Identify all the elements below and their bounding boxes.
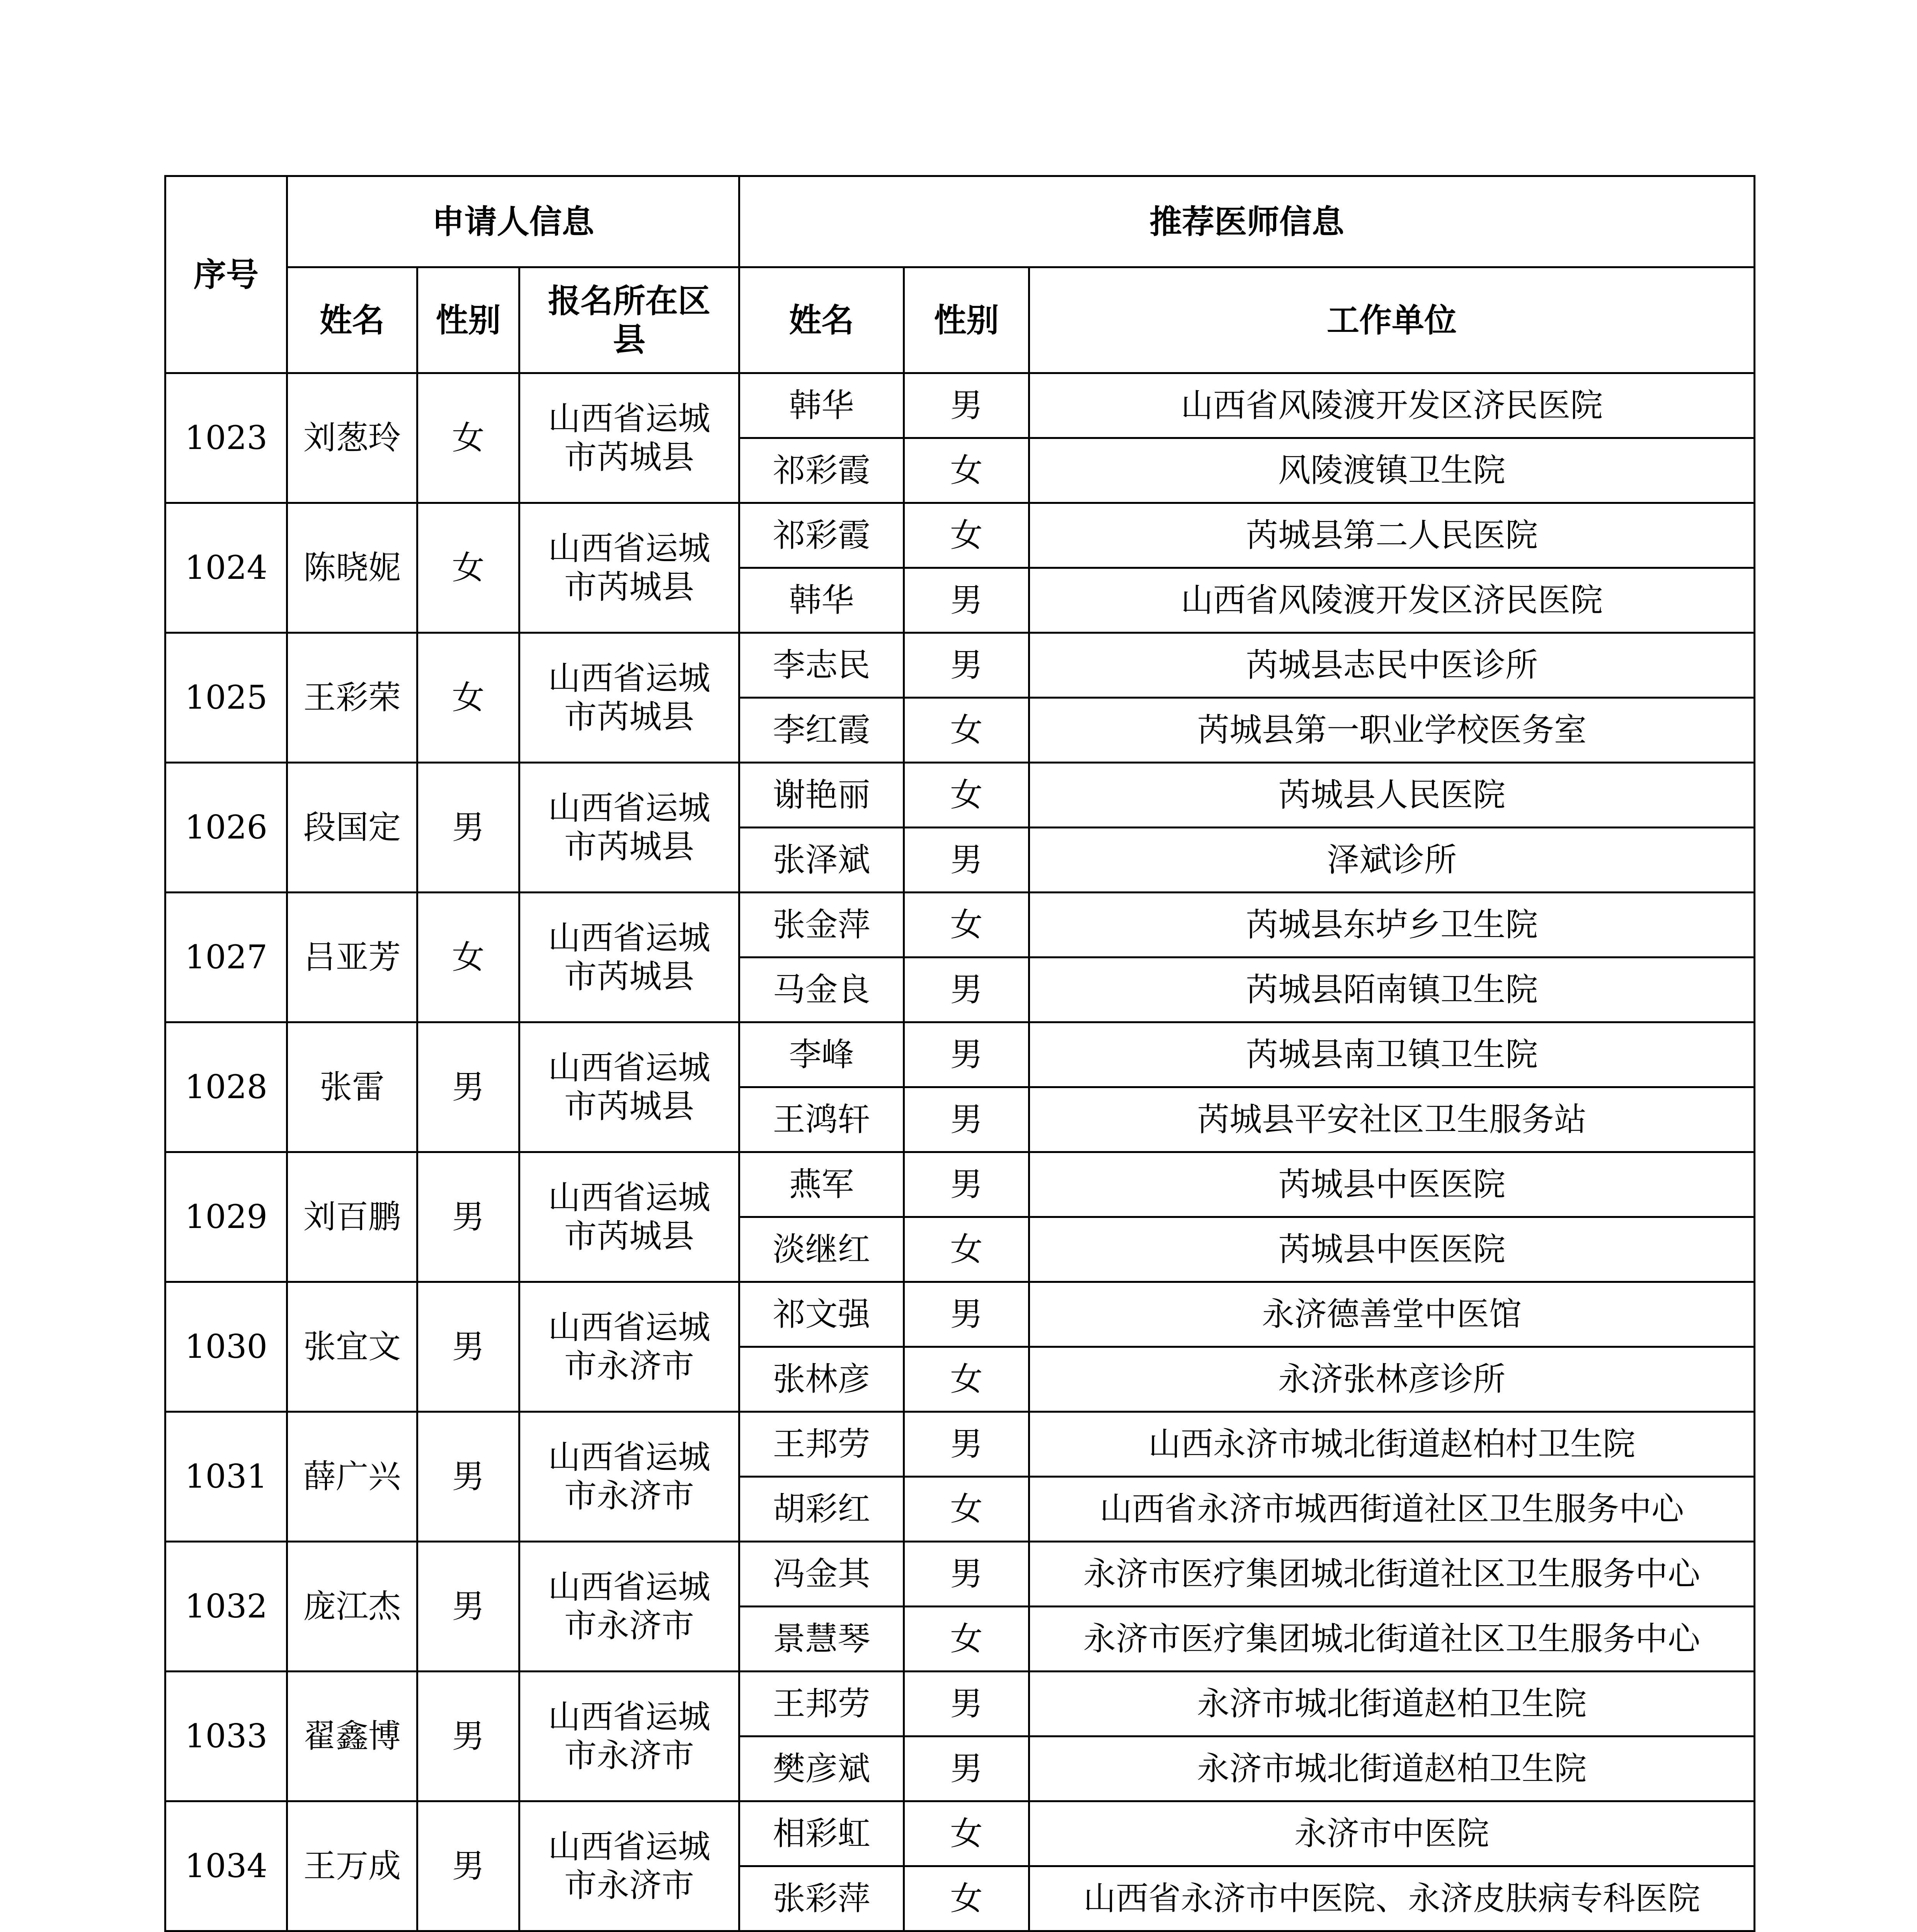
record-seq: 1029 xyxy=(165,1152,287,1282)
doctor-workplace: 山西省风陵渡开发区济民医院 xyxy=(1029,568,1755,633)
record-seq: 1031 xyxy=(165,1412,287,1542)
applicant-county: 山西省运城市芮城县 xyxy=(519,1152,739,1282)
record-seq: 1024 xyxy=(165,503,287,633)
doctor-gender: 男 xyxy=(904,1022,1029,1087)
applicant-name: 王万成 xyxy=(287,1801,417,1931)
applicant-county: 山西省运城市芮城县 xyxy=(519,503,739,633)
doctor-workplace: 芮城县南卫镇卫生院 xyxy=(1029,1022,1755,1087)
record-seq: 1033 xyxy=(165,1672,287,1801)
doctor-gender: 女 xyxy=(904,893,1029,957)
doctor-gender: 女 xyxy=(904,1477,1029,1542)
record-seq: 1030 xyxy=(165,1282,287,1412)
applicant-name: 吕亚芳 xyxy=(287,893,417,1022)
doctor-workplace: 芮城县平安社区卫生服务站 xyxy=(1029,1087,1755,1152)
doctor-gender: 男 xyxy=(904,1152,1029,1217)
applicant-county: 山西省运城市永济市 xyxy=(519,1542,739,1672)
doctor-workplace: 泽斌诊所 xyxy=(1029,828,1755,893)
applicant-name: 段国定 xyxy=(287,763,417,893)
header-applicant-group: 申请人信息 xyxy=(287,176,739,267)
doctor-name: 谢艳丽 xyxy=(739,763,904,828)
doctor-gender: 男 xyxy=(904,1412,1029,1477)
doctor-gender: 女 xyxy=(904,503,1029,568)
doctor-workplace: 永济德善堂中医馆 xyxy=(1029,1282,1755,1347)
doctor-name: 李峰 xyxy=(739,1022,904,1087)
applicant-gender: 女 xyxy=(417,893,519,1022)
doctor-name: 韩华 xyxy=(739,373,904,438)
record-seq: 1023 xyxy=(165,373,287,503)
doctor-workplace: 永济张林彦诊所 xyxy=(1029,1347,1755,1412)
applicant-name: 张宜文 xyxy=(287,1282,417,1412)
doctor-name: 景慧琴 xyxy=(739,1607,904,1672)
applicant-county: 山西省运城市芮城县 xyxy=(519,763,739,893)
record-seq: 1025 xyxy=(165,633,287,763)
applicant-gender: 女 xyxy=(417,373,519,503)
doctor-name: 冯金其 xyxy=(739,1542,904,1607)
doctor-workplace: 永济市医疗集团城北街道社区卫生服务中心 xyxy=(1029,1542,1755,1607)
doctor-gender: 男 xyxy=(904,828,1029,893)
doctor-name: 李志民 xyxy=(739,633,904,698)
applicant-gender: 男 xyxy=(417,1022,519,1152)
applicant-gender: 男 xyxy=(417,1542,519,1672)
doctor-workplace: 山西永济市城北街道赵柏村卫生院 xyxy=(1029,1412,1755,1477)
doctor-gender: 男 xyxy=(904,957,1029,1022)
table-row xyxy=(165,763,1755,828)
header-seq: 序号 xyxy=(165,176,287,373)
applicant-gender: 男 xyxy=(417,1412,519,1542)
doctor-workplace: 芮城县人民医院 xyxy=(1029,763,1755,828)
doctor-name: 祁文强 xyxy=(739,1282,904,1347)
table-row xyxy=(165,633,1755,698)
doctor-name: 王邦劳 xyxy=(739,1412,904,1477)
header-county: 报名所在区县 xyxy=(519,267,739,373)
doctor-workplace: 芮城县东垆乡卫生院 xyxy=(1029,893,1755,957)
applicant-gender: 男 xyxy=(417,1152,519,1282)
table-row xyxy=(165,1672,1755,1736)
doctor-name: 张彩萍 xyxy=(739,1866,904,1931)
table-row xyxy=(165,1412,1755,1477)
doctor-workplace: 永济市中医院 xyxy=(1029,1801,1755,1866)
table-row xyxy=(165,1542,1755,1607)
doctor-name: 张金萍 xyxy=(739,893,904,957)
table-row xyxy=(165,503,1755,568)
record-seq: 1032 xyxy=(165,1542,287,1672)
doctor-name: 张泽斌 xyxy=(739,828,904,893)
header-doctor-gender: 性别 xyxy=(904,267,1029,373)
applicant-county: 山西省运城市芮城县 xyxy=(519,1022,739,1152)
doctor-workplace: 芮城县陌南镇卫生院 xyxy=(1029,957,1755,1022)
doctor-gender: 女 xyxy=(904,1801,1029,1866)
doctor-workplace: 山西省永济市城西街道社区卫生服务中心 xyxy=(1029,1477,1755,1542)
applicant-name: 张雷 xyxy=(287,1022,417,1152)
record-seq: 1026 xyxy=(165,763,287,893)
doctor-gender: 男 xyxy=(904,1672,1029,1736)
doctor-workplace: 风陵渡镇卫生院 xyxy=(1029,438,1755,503)
doctor-name: 王邦劳 xyxy=(739,1672,904,1736)
doctor-workplace: 山西省永济市中医院、永济皮肤病专科医院 xyxy=(1029,1866,1755,1931)
applicant-gender: 男 xyxy=(417,1672,519,1801)
doctor-gender: 女 xyxy=(904,1217,1029,1282)
applicant-name: 陈晓妮 xyxy=(287,503,417,633)
doctor-name: 淡继红 xyxy=(739,1217,904,1282)
applicant-county: 山西省运城市芮城县 xyxy=(519,633,739,763)
applicant-gender: 女 xyxy=(417,633,519,763)
applicant-county: 山西省运城市永济市 xyxy=(519,1672,739,1801)
doctor-gender: 女 xyxy=(904,698,1029,763)
applicant-county: 山西省运城市永济市 xyxy=(519,1801,739,1931)
applicant-county: 山西省运城市永济市 xyxy=(519,1282,739,1412)
doctor-name: 相彩虹 xyxy=(739,1801,904,1866)
table-row xyxy=(165,893,1755,957)
doctor-workplace: 山西省风陵渡开发区济民医院 xyxy=(1029,373,1755,438)
doctor-workplace: 芮城县第二人民医院 xyxy=(1029,503,1755,568)
doctor-workplace: 芮城县志民中医诊所 xyxy=(1029,633,1755,698)
doctor-gender: 男 xyxy=(904,1542,1029,1607)
doctor-name: 祁彩霞 xyxy=(739,503,904,568)
applicant-gender: 男 xyxy=(417,1282,519,1412)
doctor-gender: 男 xyxy=(904,1736,1029,1801)
applicant-name: 翟鑫博 xyxy=(287,1672,417,1801)
table-row xyxy=(165,1801,1755,1866)
doctor-name: 马金良 xyxy=(739,957,904,1022)
doctor-name: 李红霞 xyxy=(739,698,904,763)
table-row xyxy=(165,373,1755,438)
doctor-gender: 女 xyxy=(904,1866,1029,1931)
applicant-name: 刘百鹏 xyxy=(287,1152,417,1282)
doctor-name: 王鸿轩 xyxy=(739,1087,904,1152)
applicant-gender: 女 xyxy=(417,503,519,633)
doctor-gender: 男 xyxy=(904,373,1029,438)
doctor-gender: 女 xyxy=(904,438,1029,503)
doctor-name: 燕军 xyxy=(739,1152,904,1217)
applicant-name: 庞江杰 xyxy=(287,1542,417,1672)
doctor-name: 韩华 xyxy=(739,568,904,633)
table-row xyxy=(165,1022,1755,1087)
header-name: 姓名 xyxy=(287,267,417,373)
doctor-workplace: 永济市城北街道赵柏卫生院 xyxy=(1029,1672,1755,1736)
doctor-name: 张林彦 xyxy=(739,1347,904,1412)
applicant-gender: 男 xyxy=(417,1801,519,1931)
doctor-name: 胡彩红 xyxy=(739,1477,904,1542)
record-seq: 1027 xyxy=(165,893,287,1022)
doctor-gender: 女 xyxy=(904,763,1029,828)
header-gender: 性别 xyxy=(417,267,519,373)
records-body xyxy=(165,373,1755,1932)
applicant-name: 刘葱玲 xyxy=(287,373,417,503)
doctor-gender: 男 xyxy=(904,1282,1029,1347)
table-row xyxy=(165,1282,1755,1347)
applicant-county: 山西省运城市永济市 xyxy=(519,1412,739,1542)
applicant-county: 山西省运城市芮城县 xyxy=(519,373,739,503)
applicant-county: 山西省运城市芮城县 xyxy=(519,893,739,1022)
doctor-gender: 男 xyxy=(904,1087,1029,1152)
table-row xyxy=(165,1152,1755,1217)
record-seq: 1034 xyxy=(165,1801,287,1931)
header-workplace: 工作单位 xyxy=(1029,267,1755,373)
doctor-gender: 女 xyxy=(904,1347,1029,1412)
doctor-gender: 女 xyxy=(904,1607,1029,1672)
applicant-name: 薛广兴 xyxy=(287,1412,417,1542)
applicant-name: 王彩荣 xyxy=(287,633,417,763)
record-seq: 1028 xyxy=(165,1022,287,1152)
doctor-workplace: 永济市城北街道赵柏卫生院 xyxy=(1029,1736,1755,1801)
applicant-gender: 男 xyxy=(417,763,519,893)
doctor-name: 祁彩霞 xyxy=(739,438,904,503)
records-table xyxy=(164,175,1755,1932)
doctor-workplace: 永济市医疗集团城北街道社区卫生服务中心 xyxy=(1029,1607,1755,1672)
doctor-workplace: 芮城县中医医院 xyxy=(1029,1152,1755,1217)
header-recommender-group: 推荐医师信息 xyxy=(739,176,1755,267)
doctor-gender: 男 xyxy=(904,568,1029,633)
doctor-workplace: 芮城县第一职业学校医务室 xyxy=(1029,698,1755,763)
doctor-name: 樊彦斌 xyxy=(739,1736,904,1801)
doctor-workplace: 芮城县中医医院 xyxy=(1029,1217,1755,1282)
header-doctor-name: 姓名 xyxy=(739,267,904,373)
doctor-gender: 男 xyxy=(904,633,1029,698)
